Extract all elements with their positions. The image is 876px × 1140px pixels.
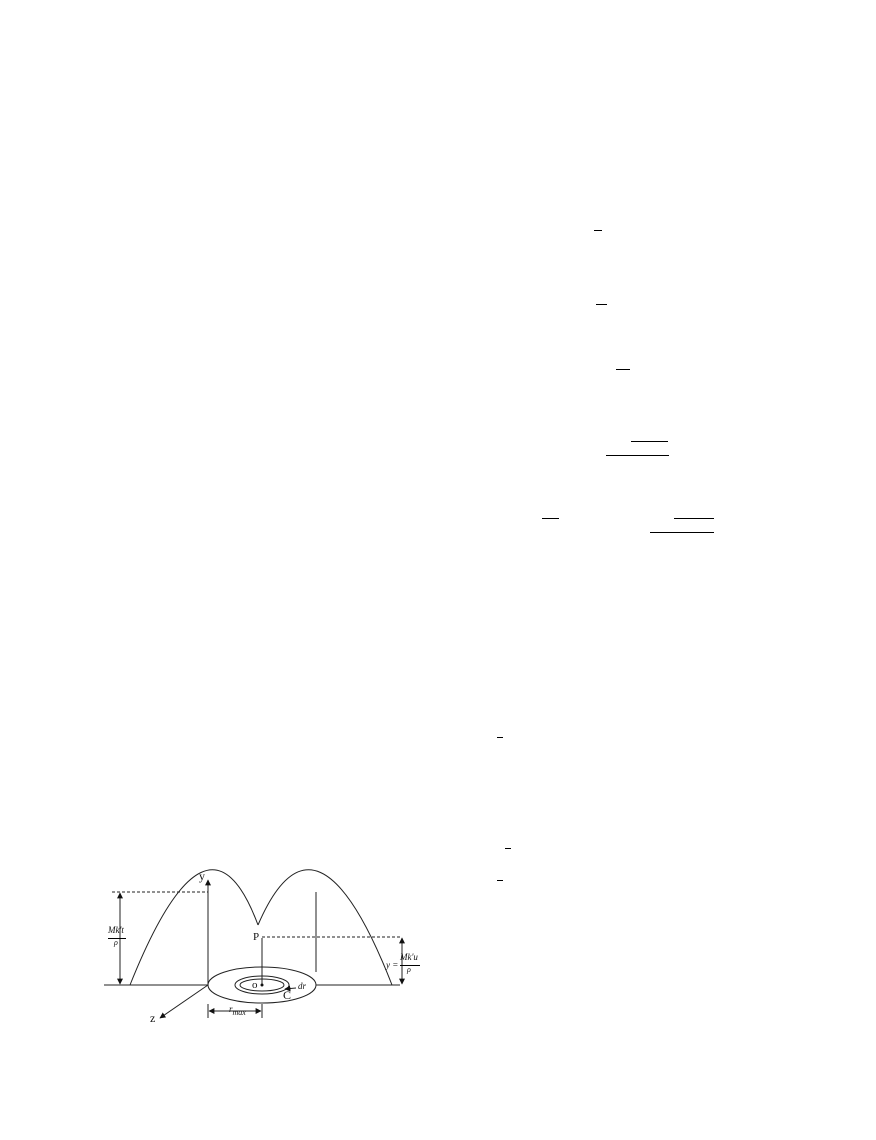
center-o-label: o (252, 979, 258, 991)
z-axis-label: z (150, 1011, 156, 1025)
point-c-label: C (283, 988, 292, 1002)
left-height-numerator: Mk't (108, 925, 124, 935)
center-dot (261, 984, 264, 987)
right-height-denominator: ρ (407, 965, 411, 974)
left-parabola (130, 870, 258, 985)
left-height-denominator: ρ (114, 938, 118, 947)
point-p-label: P (253, 931, 260, 943)
rmax-label: $r_{max}$ (229, 1004, 246, 1017)
right-height-numerator: Mk'u (400, 952, 418, 962)
right-height-prefix: y = (386, 960, 399, 970)
dr-label: dr (298, 981, 307, 991)
y-axis-label: y (199, 869, 205, 883)
z-axis (160, 985, 208, 1018)
